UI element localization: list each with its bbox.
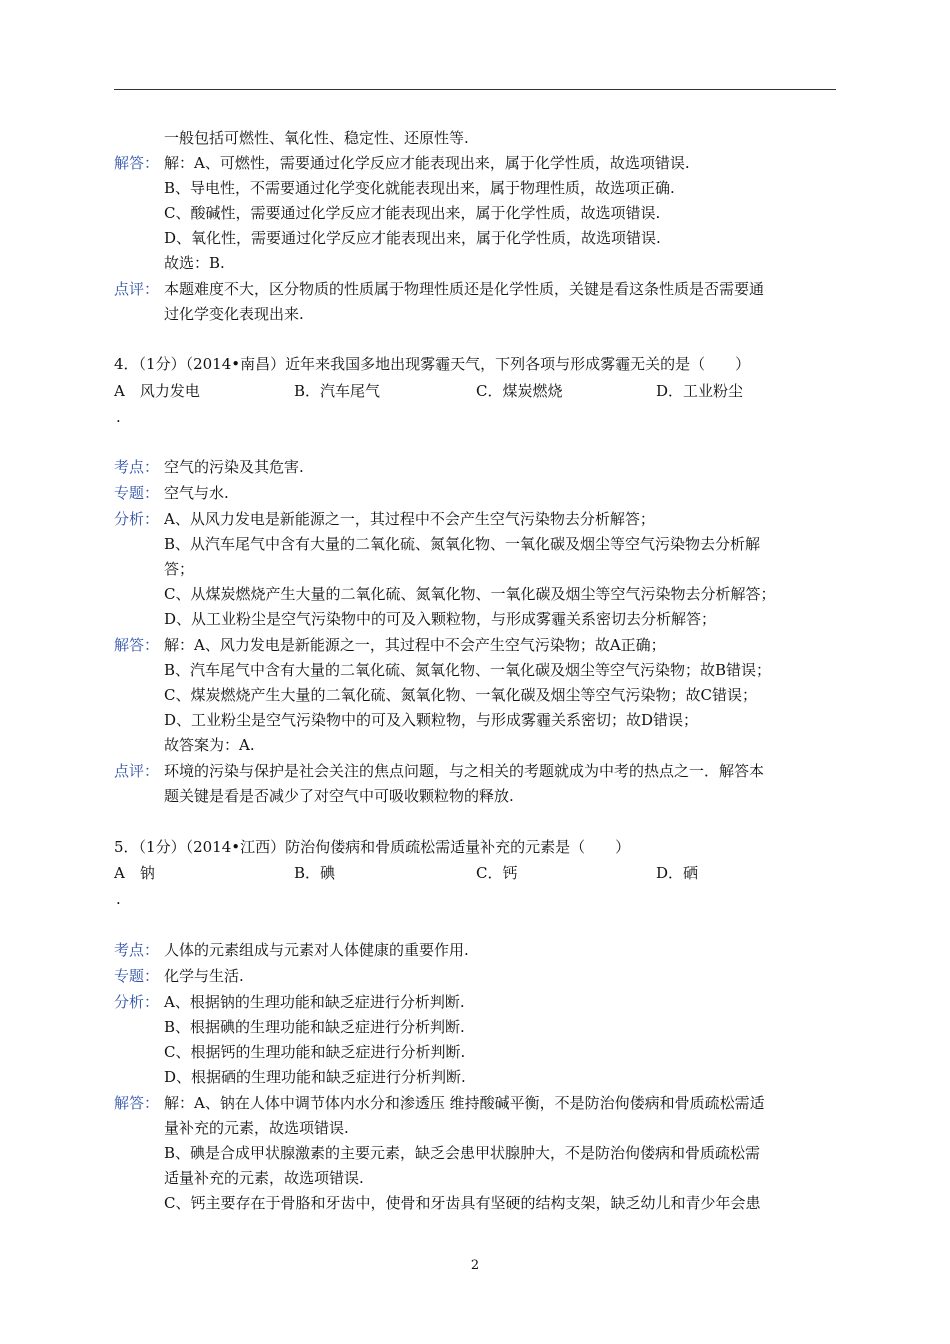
q4-kaodian-label: 考点： [114,458,160,476]
q5-fenxi-label: 分析： [114,993,160,1011]
q4-dianping-line: 环境的污染与保护是社会关注的焦点问题，与之相关的考题就成为中考的热点之一．解答本 [164,762,765,780]
q4-option-b: B．汽车尾气 [294,382,381,400]
prev-answer-line: C、酸碱性，需要通过化学反应才能表现出来，属于化学性质，故选项错误. [164,204,661,222]
q5-zhuanti-label: 专题： [114,967,160,985]
q4-stem: 4．（1分）（2014•南昌）近年来我国多地出现雾霾天气，下列各项与形成雾霾无关的是（ ） [114,355,751,373]
prev-answer-line: 故选：B. [164,254,225,272]
prev-answer-line: B、导电性，不需要通过化学变化就能表现出来，属于物理性质，故选项正确. [164,179,675,197]
q4-jieda-label: 解答： [114,636,160,654]
q5-jieda-label: 解答： [114,1094,160,1112]
q5-option-a: A 钠 [114,864,155,882]
q5-jieda-line: 解：A、钠在人体中调节体内水分和渗透压 维持酸碱平衡，不是防治佝偻病和骨质疏松需适 [164,1094,765,1112]
q5-jieda-line: 量补充的元素，故选项错误. [164,1119,349,1137]
q5-jieda-line: B、碘是合成甲状腺激素的主要元素，缺乏会患甲状腺肿大，不是防治佝偻病和骨质疏松需 [164,1144,761,1162]
page-number: 2 [470,1258,480,1273]
q4-fenxi-line: C、从煤炭燃烧产生大量的二氧化硫、氮氧化物、一氧化碳及烟尘等空气污染物去分析解答； [164,585,776,603]
prev-comment-line: 本题难度不大，区分物质的性质属于物理性质还是化学性质，关键是看这条性质是否需要通 [164,280,765,298]
q5-dot: . [116,890,121,908]
prev-answer-label: 解答： [114,154,160,172]
prev-comment-label: 点评： [114,280,160,298]
q5-fenxi-line: D、根据硒的生理功能和缺乏症进行分析判断. [164,1068,466,1086]
q5-kaodian: 人体的元素组成与元素对人体健康的重要作用. [164,941,469,959]
q4-dianping-line: 题关键是看是否减少了对空气中可吸收颗粒物的释放. [164,787,514,805]
q4-fenxi-line: B、从汽车尾气中含有大量的二氧化硫、氮氧化物、一氧化碳及烟尘等空气污染物去分析解 [164,535,761,553]
q4-option-c: C．煤炭燃烧 [476,382,563,400]
q4-jieda-line: 故答案为：A. [164,736,255,754]
q4-zhuanti-label: 专题： [114,484,160,502]
q4-fenxi-label: 分析： [114,510,160,528]
q4-option-a: A 风力发电 [114,382,200,400]
q4-jieda-line: B、汽车尾气中含有大量的二氧化硫、氮氧化物、一氧化碳及烟尘等空气污染物；故B错误； [164,661,772,679]
q4-fenxi-line: A、从风力发电是新能源之一，其过程中不会产生空气污染物去分析解答； [164,510,655,528]
q4-jieda-line: D、工业粉尘是空气污染物中的可及入颗粒物，与形成雾霾关系密切；故D错误； [164,711,699,729]
q4-jieda-line: C、煤炭燃烧产生大量的二氧化硫、氮氧化物、一氧化碳及烟尘等空气污染物；故C错误； [164,686,757,704]
q4-zhuanti: 空气与水. [164,484,229,502]
q5-kaodian-label: 考点： [114,941,160,959]
prev-comment-line: 过化学变化表现出来. [164,305,304,323]
q5-fenxi-line: C、根据钙的生理功能和缺乏症进行分析判断. [164,1043,466,1061]
q5-option-d: D．硒 [656,864,699,882]
q4-kaodian: 空气的污染及其危害. [164,458,304,476]
q5-zhuanti: 化学与生活. [164,967,244,985]
q5-fenxi-line: B、根据碘的生理功能和缺乏症进行分析判断. [164,1018,465,1036]
header-rule [114,89,836,90]
prev-answer-line: 解：A、可燃性，需要通过化学反应才能表现出来，属于化学性质，故选项错误. [164,154,690,172]
prev-answer-line: D、氧化性，需要通过化学反应才能表现出来，属于化学性质，故选项错误. [164,229,661,247]
q5-jieda-line: 适量补充的元素，故选项错误. [164,1169,364,1187]
q5-stem: 5．（1分）（2014•江西）防治佝偻病和骨质疏松需适量补充的元素是（ ） [114,838,631,856]
q5-jieda-line: C、钙主要存在于骨胳和牙齿中，使骨和牙齿具有坚硬的结构支架，缺乏幼儿和青少年会患 [164,1194,761,1212]
q4-dianping-label: 点评： [114,762,160,780]
q4-option-d: D．工业粉尘 [656,382,744,400]
q5-option-c: C．钙 [476,864,518,882]
q4-dot: . [116,408,121,426]
q4-jieda-line: 解：A、风力发电是新能源之一，其过程中不会产生空气污染物；故A正确； [164,636,666,654]
q4-fenxi-line: D、从工业粉尘是空气污染物中的可及入颗粒物，与形成雾霾关系密切去分析解答； [164,610,717,628]
q4-fenxi-line: 答； [164,560,195,578]
q5-fenxi-line: A、根据钠的生理功能和缺乏症进行分析判断. [164,993,465,1011]
q5-option-b: B．碘 [294,864,336,882]
prev-analysis-continuation: 一般包括可燃性、氧化性、稳定性、还原性等. [164,129,469,147]
